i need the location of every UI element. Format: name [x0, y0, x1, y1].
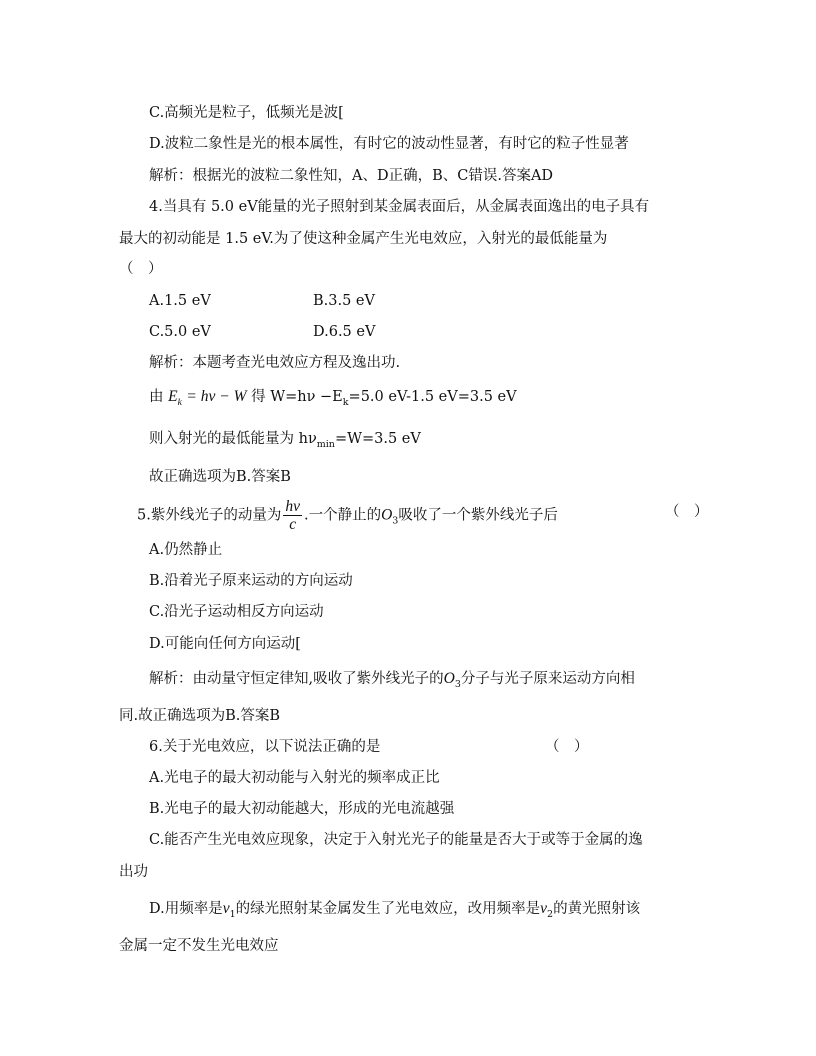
q4-option-d: D.6.5 eV — [313, 324, 376, 340]
ozone-subscript-2: 3 — [454, 679, 461, 690]
nu-symbol-2: ν — [540, 900, 548, 917]
momentum-fraction — [283, 498, 302, 533]
q5-stem — [137, 498, 558, 533]
q6-option-c-line-1: C.能否产生光电效应现象，决定于入射光光子的能量是否大于或等于金属的逸 — [149, 832, 643, 848]
q6-option-d-mid: 的绿光照射某金属发生了光电效应，改用频率是 — [235, 901, 541, 917]
q3-analysis: 解析：根据光的波粒二象性知，A、D正确，B、C错误.答案AD — [149, 168, 554, 184]
q5-option-b: B.沿着光子原来运动的方向运动 — [149, 573, 353, 589]
q6-option-d-tail: 的黄光照射该 — [553, 901, 641, 917]
q4-option-a: A.1.5 eV — [149, 293, 211, 309]
q6-option-c-line-2: 出功 — [119, 864, 148, 880]
q4-analysis-3-tail: =W=3.5 eV — [334, 431, 421, 447]
q6-option-b: B.光电子的最大初动能越大，形成的光电流越强 — [149, 801, 455, 817]
q3-option-d: D.波粒二象性是光的根本属性，有时它的波动性显著，有时它的粒子性显著 — [149, 136, 629, 152]
q6-option-d-lead: D.用频率是 — [149, 901, 223, 917]
ozone-subscript: 3 — [392, 515, 399, 527]
q5-answer-paren: （ ） — [665, 504, 709, 520]
q6-stem: 6.关于光电效应，以下说法正确的是 — [149, 739, 381, 755]
q4-analysis-2-sub: k — [342, 397, 349, 408]
q5-stem-lead: 5.紫外线光子的动量为 — [137, 507, 282, 524]
q4-analysis-2-tail: =5.0 eV-1.5 eV=3.5 eV — [348, 389, 517, 405]
fraction-denominator: c — [289, 516, 297, 533]
q5-analysis-2: 同.故正确选项为B.答案B — [119, 708, 281, 724]
ozone-symbol: O — [381, 506, 393, 524]
q4-option-b: B.3.5 eV — [313, 293, 375, 309]
q4-analysis-3 — [149, 429, 421, 455]
nu-subscript-2: 2 — [547, 909, 554, 920]
formula-k: k — [177, 398, 182, 408]
q4-analysis-1: 解析：本题考查光电效应方程及逸出功. — [149, 355, 401, 371]
q4-analysis-2 — [149, 387, 517, 413]
q5-option-c: C.沿光子运动相反方向运动 — [149, 604, 324, 620]
q4-analysis-3-lead: 则入射光的最低能量为 hν — [149, 431, 317, 447]
q4-analysis-3-sub: min — [316, 439, 335, 450]
q5-option-a: A.仍然静止 — [149, 542, 223, 558]
q4-option-c: C.5.0 eV — [149, 324, 211, 340]
q5-option-d: D.可能向任何方向运动[ — [149, 636, 301, 652]
q4-stem-line-1: 4.当具有 5.0 eV能量的光子照射到某金属表面后，从金属表面逸出的电子具有 — [149, 199, 650, 215]
q5-analysis — [149, 669, 635, 695]
q3-option-c: C.高频光是粒子，低频光是波[ — [149, 105, 344, 121]
q4-analysis-2-mid: 得 W=hν −E — [251, 389, 343, 405]
q5-analysis-tail: 分子与光子原来运动方向相 — [460, 671, 635, 687]
nu-subscript-1: 1 — [229, 909, 236, 920]
formula-rhs: = hν − W — [186, 388, 247, 405]
q4-analysis-2-lead: 由 — [149, 389, 164, 405]
q6-option-d — [149, 899, 640, 925]
q6-answer-paren: （ ） — [545, 739, 589, 755]
q4-answer: 故正确选项为B.答案B — [149, 469, 291, 485]
q6-option-d-line-2: 金属一定不发生光电效应 — [119, 938, 279, 954]
q4-answer-paren: （ ） — [119, 261, 163, 277]
q5-stem-tail: 吸收了一个紫外线光子后 — [398, 507, 558, 524]
q5-stem-mid: .一个静止的 — [303, 507, 382, 524]
q6-option-a: A.光电子的最大初动能与入射光的频率成正比 — [149, 770, 440, 786]
formula-e: E — [168, 388, 178, 405]
nu-symbol-1: ν — [222, 900, 230, 917]
q5-analysis-lead: 解析：由动量守恒定律知,吸收了紫外线光子的 — [149, 671, 444, 687]
ozone-symbol-2: O — [443, 670, 455, 687]
fraction-numerator: hν — [285, 498, 300, 515]
q4-stem-line-2: 最大的初动能是 1.5 eV.为了使这种金属产生光电效应，入射光的最低能量为 — [119, 231, 608, 247]
